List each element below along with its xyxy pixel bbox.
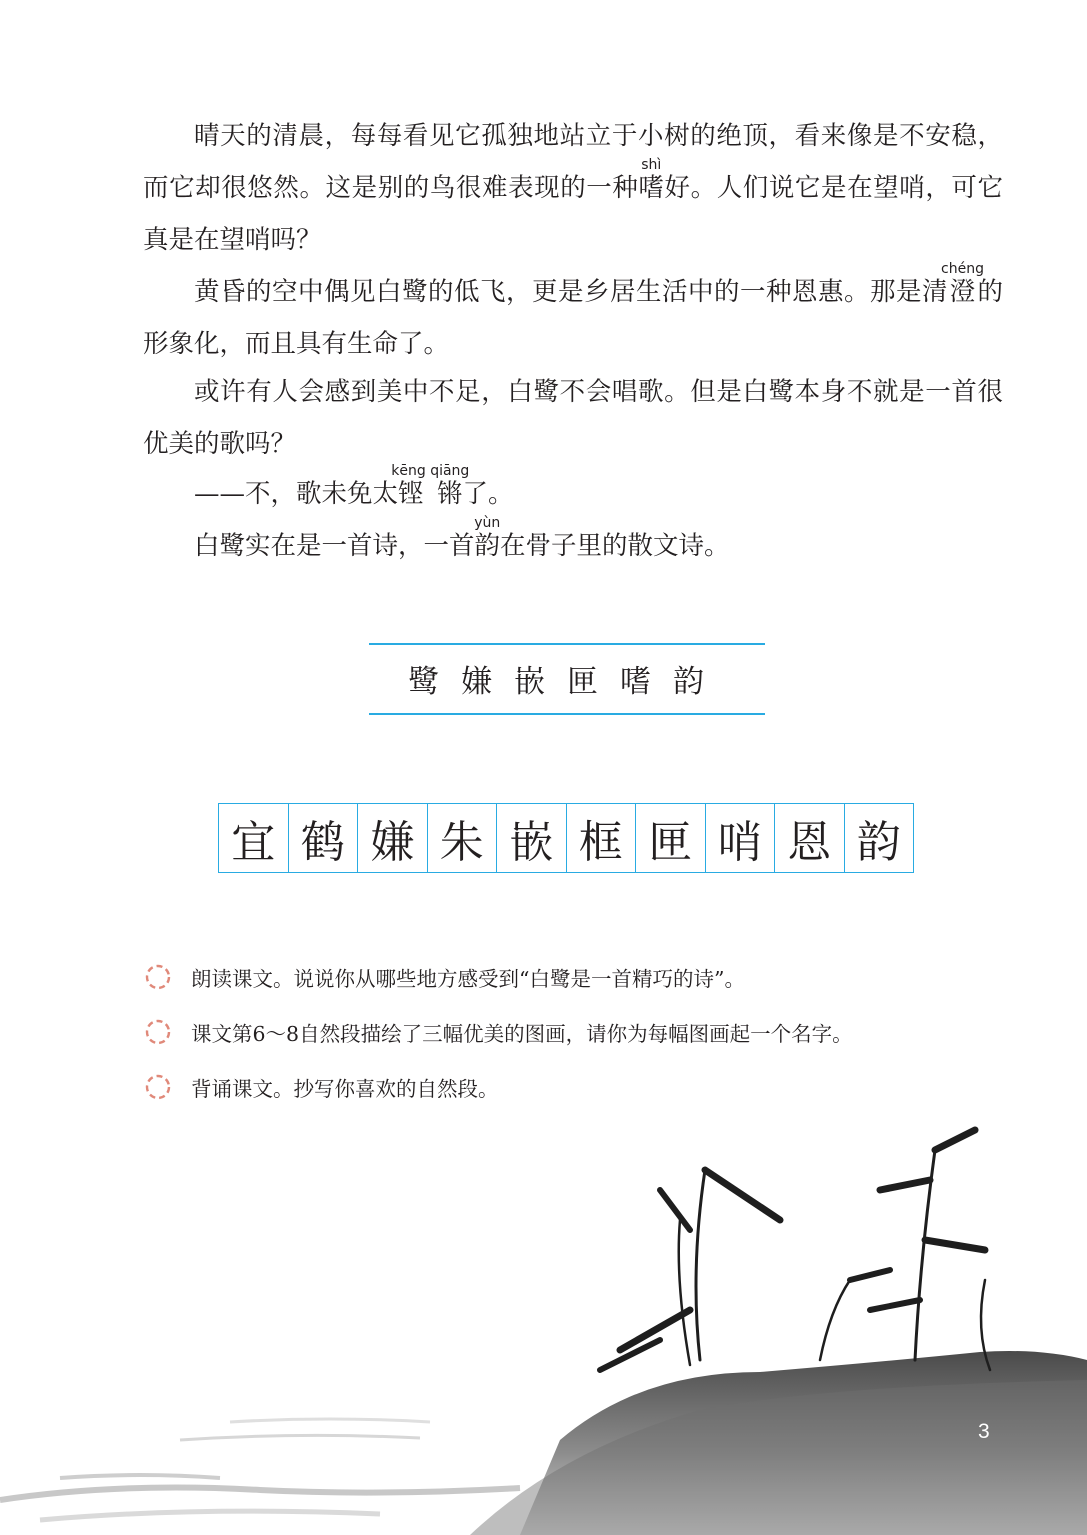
grid-cell: 朱 — [428, 804, 498, 872]
banner-bottom-rule — [369, 713, 765, 715]
exercise-text: 朗读课文。说说你从哪些地方感受到“白鹭是一首精巧的诗”。 — [191, 967, 745, 991]
pinyin-annotated-char: 铿锵kēng qiāng — [391, 463, 470, 509]
pinyin: kēng qiāng — [391, 463, 470, 479]
grid-cell: 嫌 — [358, 804, 428, 872]
read-characters: 鹭嫌嵌匣嗜韵 — [408, 664, 726, 700]
paragraph-3: 或许有人会感到美中不足，白鹭不会唱歌。但是白鹭本身不就是一首很优美的歌吗？ — [143, 377, 1003, 459]
exercise-text: 课文第6～8自然段描绘了三幅优美的图画，请你为每幅图画起一个名字。 — [191, 1022, 853, 1046]
grid-cell: 宜 — [219, 804, 289, 872]
pinyin: shì — [638, 157, 664, 173]
grid-cell: 韵 — [856, 817, 901, 868]
paragraph-text: 白鹭实在是一首诗，一首 — [194, 531, 475, 561]
dashed-circle-icon — [143, 962, 173, 992]
grid-cell: 框 — [567, 804, 637, 872]
pinyin: chéng — [941, 261, 984, 277]
paragraph-text: 晴天的清晨，每每看见它孤独地站立于小树的绝顶，看来像是不安稳，而它却很悠然。这是别的鸟很难表现的一种 — [143, 121, 1003, 203]
writing-grid — [218, 803, 914, 873]
page-number: 3 — [978, 1420, 990, 1443]
dashed-circle-icon — [143, 1072, 173, 1102]
paragraph-1 — [143, 110, 1003, 266]
ink-wash-landscape-illustration — [0, 1110, 1087, 1535]
paragraph-text: 的形象化，而且具有生命了。 — [143, 277, 1003, 359]
banner-top-rule — [369, 643, 765, 645]
exercise-2 — [143, 1017, 1023, 1047]
paragraph-text: 好。人们说它是在望哨，可它真是在望哨吗？ — [143, 173, 1003, 255]
grid-cell: 恩 — [775, 804, 845, 872]
grid-cell: 嵌 — [497, 804, 567, 872]
exercise-text: 背诵课文。抄写你喜欢的自然段。 — [191, 1077, 499, 1101]
paragraph-2 — [143, 262, 1003, 370]
paragraph-text: 了。 — [462, 479, 514, 509]
dashed-circle-icon — [143, 1017, 173, 1047]
paragraph-4 — [143, 464, 1003, 520]
exercise-1 — [143, 962, 1023, 992]
paragraph-text: ——不，歌未免太 — [194, 479, 399, 509]
paragraph-text: 黄昏的空中偶见白鹭的低飞，更是乡居生活中的一种恩惠。那是清 — [194, 277, 949, 307]
grid-cell: 鹤 — [289, 804, 359, 872]
grid-cell: 匣 — [636, 804, 706, 872]
paragraph-5 — [143, 516, 1003, 572]
pinyin-annotated-char: 嗜shì — [638, 157, 665, 203]
grid-cell: 哨 — [706, 804, 776, 872]
paragraph-text: 在骨子里的散文诗。 — [500, 531, 730, 561]
pinyin-annotated-char: 韵yùn — [474, 515, 501, 561]
pinyin-annotated-char: 澄chéng — [941, 261, 984, 307]
exercise-3 — [143, 1072, 1023, 1102]
pinyin: yùn — [474, 515, 501, 531]
